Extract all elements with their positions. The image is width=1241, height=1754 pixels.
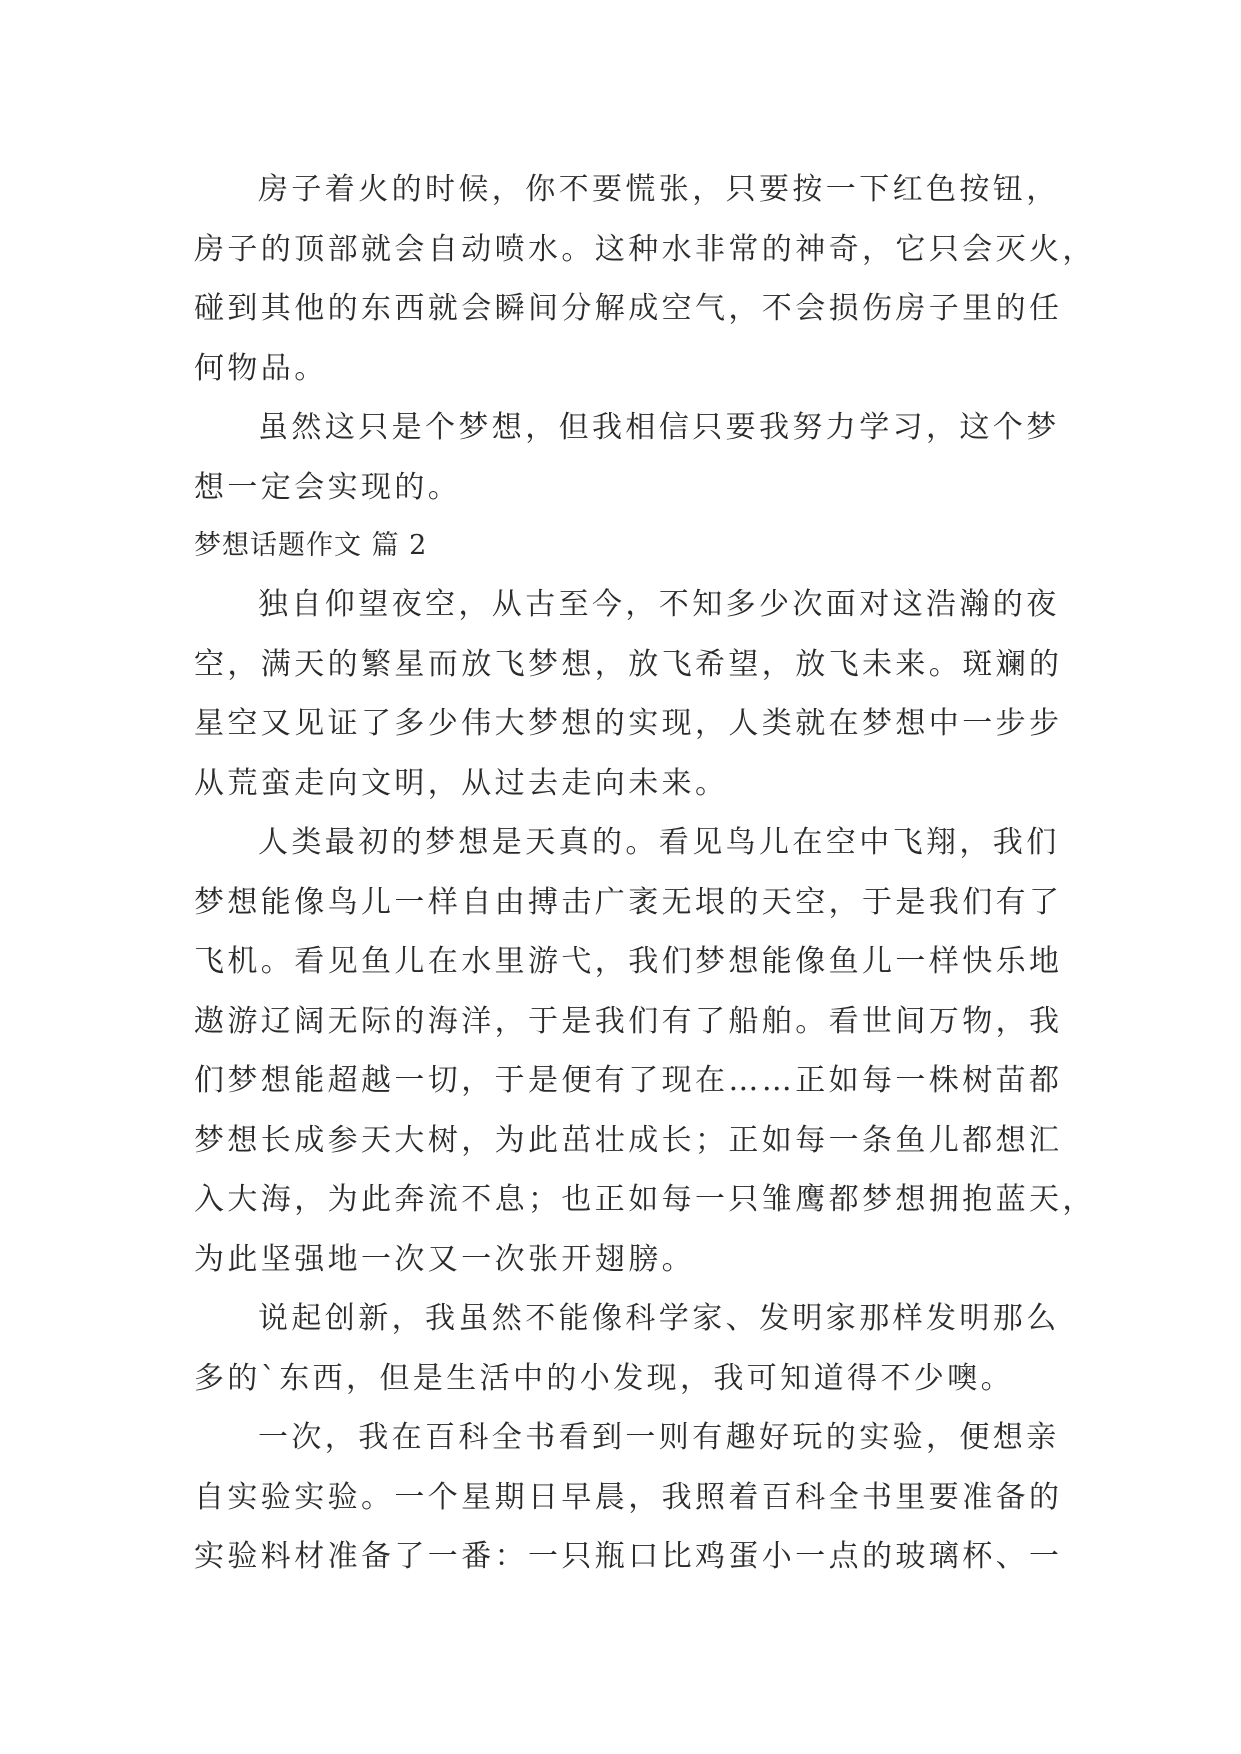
- paragraph-line: 遨游辽阔无际的海洋，于是我们有了船舶。看世间万物，我: [194, 1003, 1063, 1039]
- paragraph-line: 房子着火的时候，你不要慌张，只要按一下红色按钮，: [258, 172, 1060, 207]
- paragraph-line: 独自仰望夜空，从古至今，不知多少次面对这浩瀚的夜: [258, 587, 1060, 622]
- paragraph-line: 人类最初的梦想是天真的。看见鸟儿在空中飞翔，我们: [258, 825, 1060, 860]
- paragraph-line: 实验料材准备了一番：一只瓶口比鸡蛋小一点的玻璃杯、一: [194, 1539, 1063, 1574]
- paragraph-line: 说起创新，我虽然不能像科学家、发明家那样发明那么: [258, 1301, 1060, 1336]
- paragraph-line: 一次，我在百科全书看到一则有趣好玩的实验，便想亲: [258, 1420, 1060, 1455]
- paragraph-line: 梦想长成参天大树，为此茁壮成长；正如每一条鱼儿都想汇: [194, 1122, 1063, 1158]
- paragraph-line: 入大海，为此奔流不息；也正如每一只雏鹰都梦想拥抱蓝天，: [194, 1182, 1096, 1217]
- paragraph-line: 想一定会实现的。: [194, 469, 462, 505]
- paragraph-line: 房子的顶部就会自动喷水。这种水非常的神奇，它只会灭火，: [194, 231, 1096, 267]
- paragraph-line: 星空又见证了多少伟大梦想的实现，人类就在梦想中一步步: [194, 706, 1063, 741]
- paragraph-line: 空，满天的繁星而放飞梦想，放飞希望，放飞未来。斑斓的: [194, 646, 1063, 682]
- paragraph-line: 梦想能像鸟儿一样自由搏击广袤无垠的天空，于是我们有了: [194, 884, 1063, 920]
- paragraph-line: 飞机。看见鱼儿在水里游弋，我们梦想能像鱼儿一样快乐地: [194, 944, 1063, 979]
- paragraph-line: 碰到其他的东西就会瞬间分解成空气，不会损伤房子里的任: [194, 291, 1063, 326]
- paragraph-line: 何物品。: [194, 350, 328, 386]
- paragraph-line: 虽然这只是个梦想，但我相信只要我努力学习，这个梦: [258, 410, 1060, 445]
- document-body: [194, 160, 1096, 1587]
- section-heading: 梦想话题作文 篇 2: [194, 530, 428, 561]
- paragraph-line: 从荒蛮走向文明，从过去走向未来。: [194, 765, 729, 801]
- paragraph-line: 多的`东西，但是生活中的小发现，我可知道得不少噢。: [194, 1360, 1014, 1396]
- paragraph-line: 自实验实验。一个星期日早晨，我照着百科全书里要准备的: [194, 1479, 1063, 1515]
- paragraph-line: 为此坚强地一次又一次张开翅膀。: [194, 1241, 695, 1277]
- paragraph-line: 们梦想能超越一切，于是便有了现在……正如每一株树苗都: [194, 1063, 1063, 1098]
